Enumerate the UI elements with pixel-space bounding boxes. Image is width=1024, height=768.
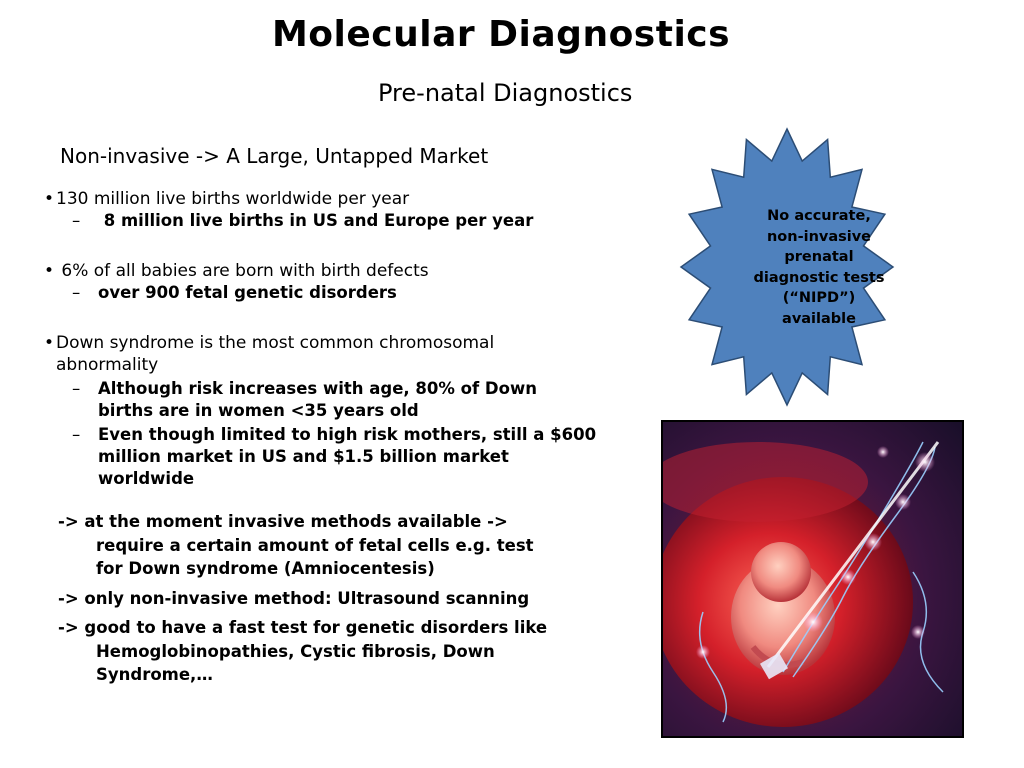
sub-bullet-text-cont: worldwide [98, 469, 195, 488]
bullet-text: 130 million live births worldwide per year [56, 189, 410, 209]
callout-line: No accurate, [767, 208, 871, 224]
fetus-dna-illustration [661, 420, 964, 738]
section-heading: Non-invasive -> A Large, Untapped Market [60, 144, 489, 168]
dash-marker: – [72, 211, 81, 230]
bullet-dot: • [44, 189, 55, 209]
arrow-invasive-methods [58, 510, 618, 581]
callout-line: non-invasive [766, 228, 872, 245]
bullet-text: Down syndrome is the most common chromosomal [56, 333, 495, 353]
arrow-fast-test [58, 616, 618, 687]
dash-marker: – [72, 283, 81, 302]
arrow-text-cont: Syndrome,… [96, 665, 213, 684]
sub-bullet-text-cont: births are in women <35 years old [98, 401, 419, 420]
arrow-text: -> good to have a fast test for genetic disorders like [58, 618, 548, 637]
fetus-dna-image [663, 422, 962, 736]
callout-line: prenatal [784, 249, 854, 265]
dash-marker: – [72, 425, 81, 444]
slide-subtitle: Pre-natal Diagnostics [378, 79, 633, 107]
sub-bullet-text-cont: million market in US and $1.5 billion market [98, 447, 509, 466]
arrow-text-cont: Hemoglobinopathies, Cystic fibrosis, Down [96, 641, 495, 661]
bullet-dot: • [44, 333, 55, 353]
slide-title: Molecular Diagnostics [271, 14, 731, 55]
sub-bullet-text: over 900 fetal genetic disorders [98, 283, 397, 302]
arrow-ultrasound [58, 587, 618, 611]
callout-text [734, 206, 904, 329]
arrow-text: -> only non-invasive method: Ultrasound scanning [58, 589, 530, 608]
arrow-text: -> at the moment invasive methods available -> [58, 512, 508, 531]
bullet-text-cont: abnormality [56, 355, 159, 375]
bullet-text: 6% of all babies are born with birth defects [56, 261, 429, 281]
sub-bullet-text: Even though limited to high risk mothers, still a $600 [98, 425, 597, 444]
arrow-text-cont: for Down syndrome (Amniocentesis) [96, 559, 435, 578]
sub-bullet-text: 8 million live births in US and Europe per year [98, 211, 534, 230]
callout-line: (“NIPD”) [782, 290, 856, 306]
bullet-births [44, 188, 644, 232]
sub-bullet-text: Although risk increases with age, 80% of Down [98, 379, 537, 398]
bullet-birth-defects [44, 260, 644, 304]
bullet-down-syndrome [44, 332, 644, 490]
callout-line: diagnostic tests [753, 269, 885, 286]
bullet-dot: • [44, 261, 55, 281]
dash-marker: – [72, 379, 81, 398]
arrow-text-cont: require a certain amount of fetal cells e.g. test [96, 535, 534, 555]
callout-line: available [782, 310, 856, 327]
